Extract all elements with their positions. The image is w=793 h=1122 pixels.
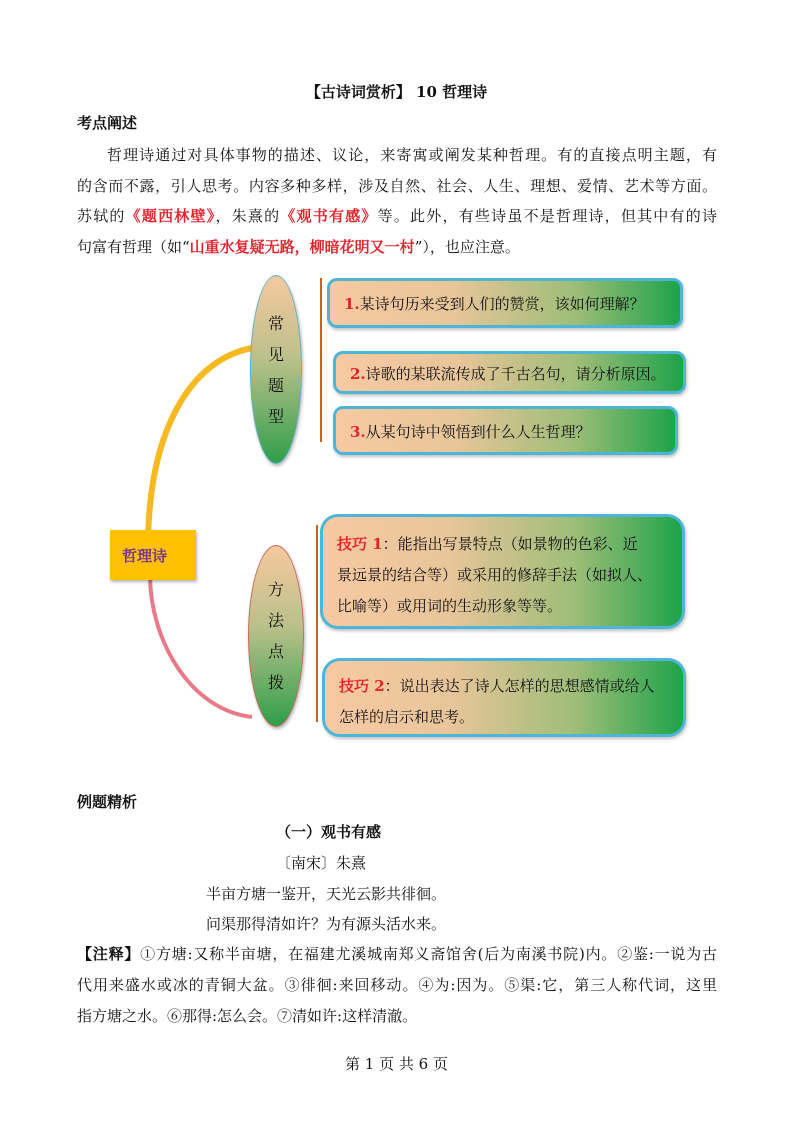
branch-methods: 方 法 点 拨	[248, 545, 304, 727]
connector-lower	[150, 575, 252, 717]
poem-ref: 《观书有感》	[280, 207, 378, 225]
question-box: 2.诗歌的某联流传成了千古名句，请分析原因。	[333, 351, 686, 394]
page-footer: 第 1 页 共 6 页	[345, 1055, 448, 1073]
section-heading-kaodian: 考点阐述	[77, 114, 138, 132]
tip-box: 技巧 2：说出表达了诗人怎样的思想感情或给人 怎样的启示和思考。	[322, 658, 686, 737]
quote: 山重水复疑无路，柳暗花明又一村	[189, 238, 415, 256]
poem-title: （一）观书有感	[276, 823, 382, 841]
tip-box: 技巧 1：能指出写景特点（如景物的色彩、近 景远景的结合等）或采用的修辞手法（如拟人、 比喻等）或用词的生动形象等等。	[320, 514, 685, 629]
brace-upper	[320, 278, 322, 442]
intro-line: 句富有哲理（如“山重水复疑无路，柳暗花明又一村”），也应注意。	[77, 238, 520, 256]
section-heading-examples: 例题精析	[77, 793, 138, 811]
notes-label: 【注释】	[77, 945, 141, 963]
center-node: 哲理诗	[110, 530, 196, 580]
poem-line: 半亩方塘一鉴开，天光云影共徘徊。	[206, 885, 447, 903]
poem-ref: 《题西林壁》	[125, 207, 216, 225]
branch-common-types: 常 见 题 型	[250, 275, 302, 464]
notes-line: 代用来盛水或冰的青铜大盆。③徘徊:来回移动。④为:因为。⑤渠:它，第三人称代词，这里	[77, 976, 717, 994]
intro-line: 的含而不露，引人思考。内容多种多样，涉及自然、社会、人生、理想、爱情、艺术等方面。	[77, 177, 717, 195]
intro-line: 苏轼的《题西林壁》，朱熹的《观书有感》等。此外，有些诗虽不是哲理诗，但其中有的诗	[77, 207, 717, 225]
question-box: 1.某诗句历来受到人们的赞赏，该如何理解？	[327, 278, 683, 328]
poem-author: 〔南宋〕朱熹	[276, 854, 367, 872]
notes-line: 指方塘之水。⑥那得:怎么会。⑦清如许:这样清澈。	[77, 1007, 418, 1025]
page-title: 【古诗词赏析】 10 哲理诗	[305, 83, 488, 101]
brace-lower	[316, 525, 318, 722]
intro-line: 哲理诗通过对具体事物的描述、议论，来寄寓或阐发某种哲理。有的直接点明主题，有	[107, 146, 717, 164]
notes-line: 【注释】①方塘:又称半亩塘，在福建尤溪城南郑义斋馆舍(后为南溪书院)内。②鉴:一说为古	[77, 945, 717, 963]
question-box: 3.从某句诗中领悟到什么人生哲理？	[333, 406, 678, 455]
poem-line: 问渠那得清如许？为有源头活水来。	[206, 915, 447, 933]
connector-upper	[148, 348, 252, 540]
